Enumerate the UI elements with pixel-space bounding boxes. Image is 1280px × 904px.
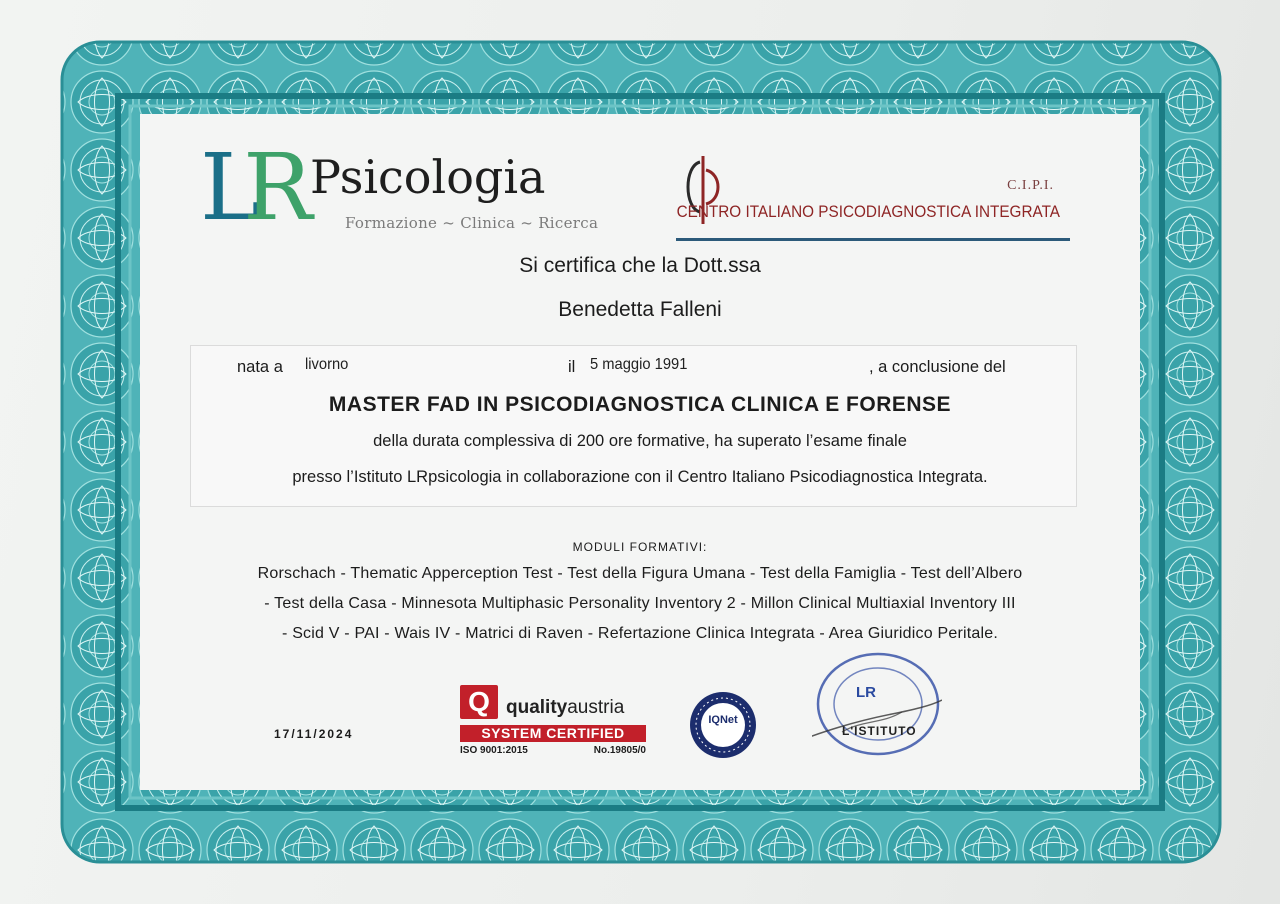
circular-stamp-icon (812, 652, 942, 764)
quality-austria-badge (460, 685, 650, 765)
stamp-lr: LR (856, 684, 876, 701)
birth-date: 5 maggio 1991 (590, 356, 688, 373)
master-title: MASTER FAD IN PSICODIAGNOSTICA CLINICA E FORENSE (328, 393, 952, 416)
conclusion-label: , a conclusione del (869, 358, 1006, 376)
moduli-line: Rorschach - Thematic Apperception Test - Test della Figura Umana - Test della Famiglia - Test dell’Albero (257, 565, 1023, 582)
lr-monogram-icon: LR (200, 134, 295, 241)
issue-date: 17/11/2024 (274, 727, 354, 741)
quality-austria-q-icon: Q (460, 685, 498, 719)
moduli-line: - Test della Casa - Minnesota Multiphasic Personality Inventory 2 - Millon Clinical Multiaxial Inventory III (264, 595, 1016, 612)
born-label: nata a (237, 358, 283, 376)
date-label: il (568, 358, 576, 376)
quality-austria-brand: qualityaustria (506, 697, 625, 718)
cipi-full-name: CENTRO ITALIANO PSICODIAGNOSTICA INTEGRATA (676, 202, 1060, 221)
lr-logo-tagline: Formazione ~ Clinica ~ Ricerca (345, 214, 599, 232)
born-place: livorno (305, 356, 349, 373)
cipi-underline (676, 238, 1070, 241)
lr-psicologia-logo (200, 134, 599, 242)
cipi-logo (676, 140, 1070, 244)
stamp-istituto: L'ISTITUTO (842, 724, 917, 738)
lr-logo-name: Psicologia (310, 150, 546, 204)
certify-line: Si certifica che la Dott.ssa (519, 254, 761, 277)
recipient-name: Benedetta Falleni (558, 298, 722, 321)
presso-text: presso l’Istituto LRpsicologia in collaborazione con il Centro Italiano Psicodiagnostica Integrata. (292, 468, 988, 486)
system-certified-banner: SYSTEM CERTIFIED (460, 725, 646, 742)
moduli-line: - Scid V - PAI - Wais IV - Matrici di Raven - Refertazione Clinica Integrata - Area Giuridico Peritale. (282, 625, 998, 642)
institute-stamp (812, 652, 942, 764)
duration-text: della durata complessiva di 200 ore formative, ha superato l’esame finale (373, 432, 907, 450)
iqnet-label: IQNet (708, 714, 738, 726)
iso-standard: ISO 9001:2015 (460, 745, 528, 756)
iqnet-badge (688, 690, 758, 760)
cipi-acronym: C.I.P.I. (1007, 178, 1054, 193)
certificate-number: No.19805/0 (593, 745, 646, 756)
moduli-title: MODULI FORMATIVI: (572, 540, 708, 554)
